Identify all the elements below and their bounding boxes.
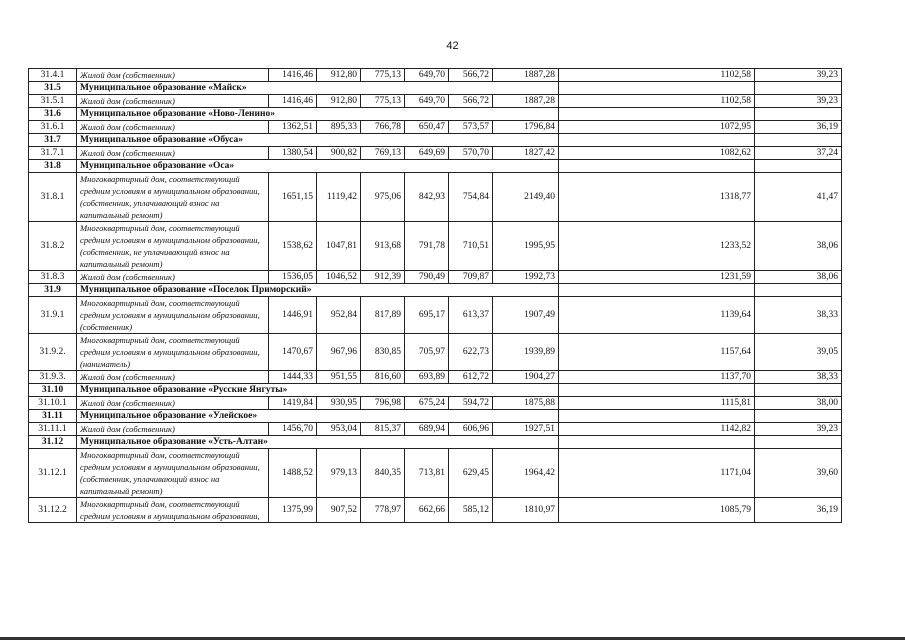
section-code: 31.10: [29, 384, 77, 397]
value-cell: 675,24: [405, 397, 449, 410]
value-cell: 1115,81: [559, 397, 755, 410]
value-cell: 1887,28: [493, 95, 559, 108]
section-row: [29, 108, 842, 121]
empty-cell: [755, 436, 842, 449]
value-cell: 573,57: [449, 121, 493, 134]
row-code: 31.4.1: [29, 69, 77, 82]
value-cell: 1470,67: [269, 334, 317, 371]
row-description: Жилой дом (собственник): [77, 121, 269, 134]
value-cell: 769,13: [361, 147, 405, 160]
row-code: 31.12.1: [29, 449, 77, 498]
value-cell: 1927,51: [493, 423, 559, 436]
value-cell: 1810,97: [493, 498, 559, 523]
section-row: [29, 160, 842, 173]
value-cell: 2149,40: [493, 173, 559, 222]
value-cell: 695,17: [405, 297, 449, 334]
table-row: [29, 173, 842, 222]
value-cell: 1992,73: [493, 271, 559, 284]
table-row: [29, 423, 842, 436]
empty-cell: [559, 134, 755, 147]
value-cell: 37,24: [755, 147, 842, 160]
value-cell: 1416,46: [269, 69, 317, 82]
page-number: 42: [446, 40, 459, 52]
value-cell: 566,72: [449, 69, 493, 82]
section-row: [29, 134, 842, 147]
value-cell: 649,70: [405, 95, 449, 108]
value-cell: 1375,99: [269, 498, 317, 523]
row-description: Жилой дом (собственник): [77, 147, 269, 160]
row-code: 31.9.1: [29, 297, 77, 334]
value-cell: 778,97: [361, 498, 405, 523]
value-cell: 1171,04: [559, 449, 755, 498]
value-cell: 1939,89: [493, 334, 559, 371]
row-code: 31.8.2: [29, 222, 77, 271]
row-code: 31.7.1: [29, 147, 77, 160]
value-cell: 1380,54: [269, 147, 317, 160]
value-cell: 1995,95: [493, 222, 559, 271]
value-cell: 1651,15: [269, 173, 317, 222]
empty-cell: [755, 160, 842, 173]
value-cell: 1796,84: [493, 121, 559, 134]
value-cell: 912,80: [317, 69, 361, 82]
table-row: [29, 121, 842, 134]
value-cell: 1072,95: [559, 121, 755, 134]
table-row: [29, 498, 842, 523]
value-cell: 1046,52: [317, 271, 361, 284]
value-cell: 612,72: [449, 371, 493, 384]
value-cell: 622,73: [449, 334, 493, 371]
value-cell: 709,87: [449, 271, 493, 284]
table-row: [29, 147, 842, 160]
value-cell: 650,47: [405, 121, 449, 134]
row-description: Многоквартирный дом, соответствующий средним условиям в муниципальном образовании,: [77, 498, 269, 523]
value-cell: 1139,64: [559, 297, 755, 334]
value-cell: 952,84: [317, 297, 361, 334]
empty-cell: [559, 82, 755, 95]
value-cell: 951,55: [317, 371, 361, 384]
row-code: 31.8.3: [29, 271, 77, 284]
value-cell: 775,13: [361, 95, 405, 108]
row-code: 31.10.1: [29, 397, 77, 410]
value-cell: 1488,52: [269, 449, 317, 498]
value-cell: 1233,52: [559, 222, 755, 271]
section-code: 31.5: [29, 82, 77, 95]
value-cell: 900,82: [317, 147, 361, 160]
row-code: 31.8.1: [29, 173, 77, 222]
value-cell: 912,80: [317, 95, 361, 108]
value-cell: 693,89: [405, 371, 449, 384]
row-code: 31.9.2.: [29, 334, 77, 371]
value-cell: 594,72: [449, 397, 493, 410]
value-cell: 1536,05: [269, 271, 317, 284]
value-cell: 1538,62: [269, 222, 317, 271]
section-row: [29, 284, 842, 297]
value-cell: 39,05: [755, 334, 842, 371]
row-code: 31.6.1: [29, 121, 77, 134]
empty-cell: [559, 436, 755, 449]
value-cell: 38,06: [755, 271, 842, 284]
row-description: Многоквартирный дом, соответствующий средним условиям в муниципальном образовании, (наниматель): [77, 334, 269, 371]
value-cell: 775,13: [361, 69, 405, 82]
empty-cell: [755, 82, 842, 95]
section-code: 31.12: [29, 436, 77, 449]
value-cell: 816,60: [361, 371, 405, 384]
value-cell: 39,60: [755, 449, 842, 498]
table-row: [29, 371, 842, 384]
value-cell: 41,47: [755, 173, 842, 222]
section-title: Муниципальное образование «Обуса»: [77, 134, 559, 147]
section-row: [29, 436, 842, 449]
section-code: 31.9: [29, 284, 77, 297]
section-title: Муниципальное образование «Русские Янгуты»: [77, 384, 559, 397]
value-cell: 705,97: [405, 334, 449, 371]
value-cell: 606,96: [449, 423, 493, 436]
value-cell: 1904,27: [493, 371, 559, 384]
value-cell: 913,68: [361, 222, 405, 271]
value-cell: 1082,62: [559, 147, 755, 160]
value-cell: 1047,81: [317, 222, 361, 271]
section-title: Муниципальное образование «Улейское»: [77, 410, 559, 423]
table-row: [29, 271, 842, 284]
value-cell: 1875,88: [493, 397, 559, 410]
value-cell: 36,19: [755, 121, 842, 134]
value-cell: 830,85: [361, 334, 405, 371]
value-cell: 895,33: [317, 121, 361, 134]
value-cell: 1102,58: [559, 69, 755, 82]
row-description: Жилой дом (собственник): [77, 271, 269, 284]
section-row: [29, 410, 842, 423]
value-cell: 930,95: [317, 397, 361, 410]
value-cell: 1907,49: [493, 297, 559, 334]
value-cell: 967,96: [317, 334, 361, 371]
value-cell: 953,04: [317, 423, 361, 436]
value-cell: 689,94: [405, 423, 449, 436]
section-code: 31.6: [29, 108, 77, 121]
empty-cell: [755, 134, 842, 147]
value-cell: 912,39: [361, 271, 405, 284]
value-cell: 1362,51: [269, 121, 317, 134]
value-cell: 570,70: [449, 147, 493, 160]
row-description: Многоквартирный дом, соответствующий средним условиям в муниципальном образовании, (собственник): [77, 297, 269, 334]
table-body: [29, 69, 842, 523]
value-cell: 1142,82: [559, 423, 755, 436]
value-cell: 1887,28: [493, 69, 559, 82]
table-row: [29, 449, 842, 498]
value-cell: 662,66: [405, 498, 449, 523]
section-row: [29, 384, 842, 397]
value-cell: 566,72: [449, 95, 493, 108]
row-description: Жилой дом (собственник): [77, 95, 269, 108]
value-cell: 38,33: [755, 297, 842, 334]
row-description: Жилой дом (собственник): [77, 69, 269, 82]
value-cell: 1827,42: [493, 147, 559, 160]
value-cell: 1419,84: [269, 397, 317, 410]
table-row: [29, 397, 842, 410]
row-code: 31.12.2: [29, 498, 77, 523]
table-row: [29, 222, 842, 271]
value-cell: 713,81: [405, 449, 449, 498]
value-cell: 1456,70: [269, 423, 317, 436]
section-row: [29, 82, 842, 95]
empty-cell: [755, 284, 842, 297]
section-code: 31.8: [29, 160, 77, 173]
section-code: 31.11: [29, 410, 77, 423]
section-title: Муниципальное образование «Оса»: [77, 160, 559, 173]
value-cell: 817,89: [361, 297, 405, 334]
section-code: 31.7: [29, 134, 77, 147]
value-cell: 1318,77: [559, 173, 755, 222]
value-cell: 815,37: [361, 423, 405, 436]
row-code: 31.11.1: [29, 423, 77, 436]
value-cell: 979,13: [317, 449, 361, 498]
section-title: Муниципальное образование «Поселок Приморский»: [77, 284, 559, 297]
value-cell: 36,19: [755, 498, 842, 523]
value-cell: 796,98: [361, 397, 405, 410]
table-row: [29, 69, 842, 82]
table-row: [29, 334, 842, 371]
value-cell: 1157,64: [559, 334, 755, 371]
row-code: 31.9.3.: [29, 371, 77, 384]
section-title: Муниципальное образование «Майск»: [77, 82, 559, 95]
empty-cell: [755, 410, 842, 423]
empty-cell: [755, 384, 842, 397]
value-cell: 710,51: [449, 222, 493, 271]
empty-cell: [559, 160, 755, 173]
table-row: [29, 297, 842, 334]
empty-cell: [559, 108, 755, 121]
value-cell: 38,33: [755, 371, 842, 384]
tariff-table: [28, 68, 842, 523]
value-cell: 1416,46: [269, 95, 317, 108]
value-cell: 649,70: [405, 69, 449, 82]
value-cell: 1119,42: [317, 173, 361, 222]
value-cell: 39,23: [755, 95, 842, 108]
value-cell: 1964,42: [493, 449, 559, 498]
row-description: Жилой дом (собственник): [77, 423, 269, 436]
value-cell: 754,84: [449, 173, 493, 222]
value-cell: 1102,58: [559, 95, 755, 108]
empty-cell: [559, 284, 755, 297]
value-cell: 907,52: [317, 498, 361, 523]
value-cell: 1446,91: [269, 297, 317, 334]
row-code: 31.5.1: [29, 95, 77, 108]
row-description: Многоквартирный дом, соответствующий средним условиям в муниципальном образовании, (собственник, уплачивающий взнос на капитальный ремонт): [77, 173, 269, 222]
table-row: [29, 95, 842, 108]
value-cell: 842,93: [405, 173, 449, 222]
value-cell: 1444,33: [269, 371, 317, 384]
value-cell: 1231,59: [559, 271, 755, 284]
value-cell: 766,78: [361, 121, 405, 134]
value-cell: 1137,70: [559, 371, 755, 384]
row-description: Многоквартирный дом, соответствующий средним условиям в муниципальном образовании, (собственник, уплачивающий взнос на капитальный ремонт): [77, 449, 269, 498]
value-cell: 39,23: [755, 423, 842, 436]
value-cell: 613,37: [449, 297, 493, 334]
value-cell: 649,69: [405, 147, 449, 160]
value-cell: 629,45: [449, 449, 493, 498]
empty-cell: [755, 108, 842, 121]
value-cell: 975,06: [361, 173, 405, 222]
value-cell: 790,49: [405, 271, 449, 284]
value-cell: 1085,79: [559, 498, 755, 523]
value-cell: 39,23: [755, 69, 842, 82]
value-cell: 38,06: [755, 222, 842, 271]
value-cell: 791,78: [405, 222, 449, 271]
row-description: Жилой дом (собственник): [77, 397, 269, 410]
section-title: Муниципальное образование «Ново-Ленино»: [77, 108, 559, 121]
value-cell: 38,00: [755, 397, 842, 410]
value-cell: 585,12: [449, 498, 493, 523]
section-title: Муниципальное образование «Усть-Алтан»: [77, 436, 559, 449]
row-description: Жилой дом (собственник): [77, 371, 269, 384]
value-cell: 840,35: [361, 449, 405, 498]
row-description: Многоквартирный дом, соответствующий средним условиям в муниципальном образовании, (собственник, не уплачивающий взнос на капитальный ремонт): [77, 222, 269, 271]
empty-cell: [559, 410, 755, 423]
empty-cell: [559, 384, 755, 397]
